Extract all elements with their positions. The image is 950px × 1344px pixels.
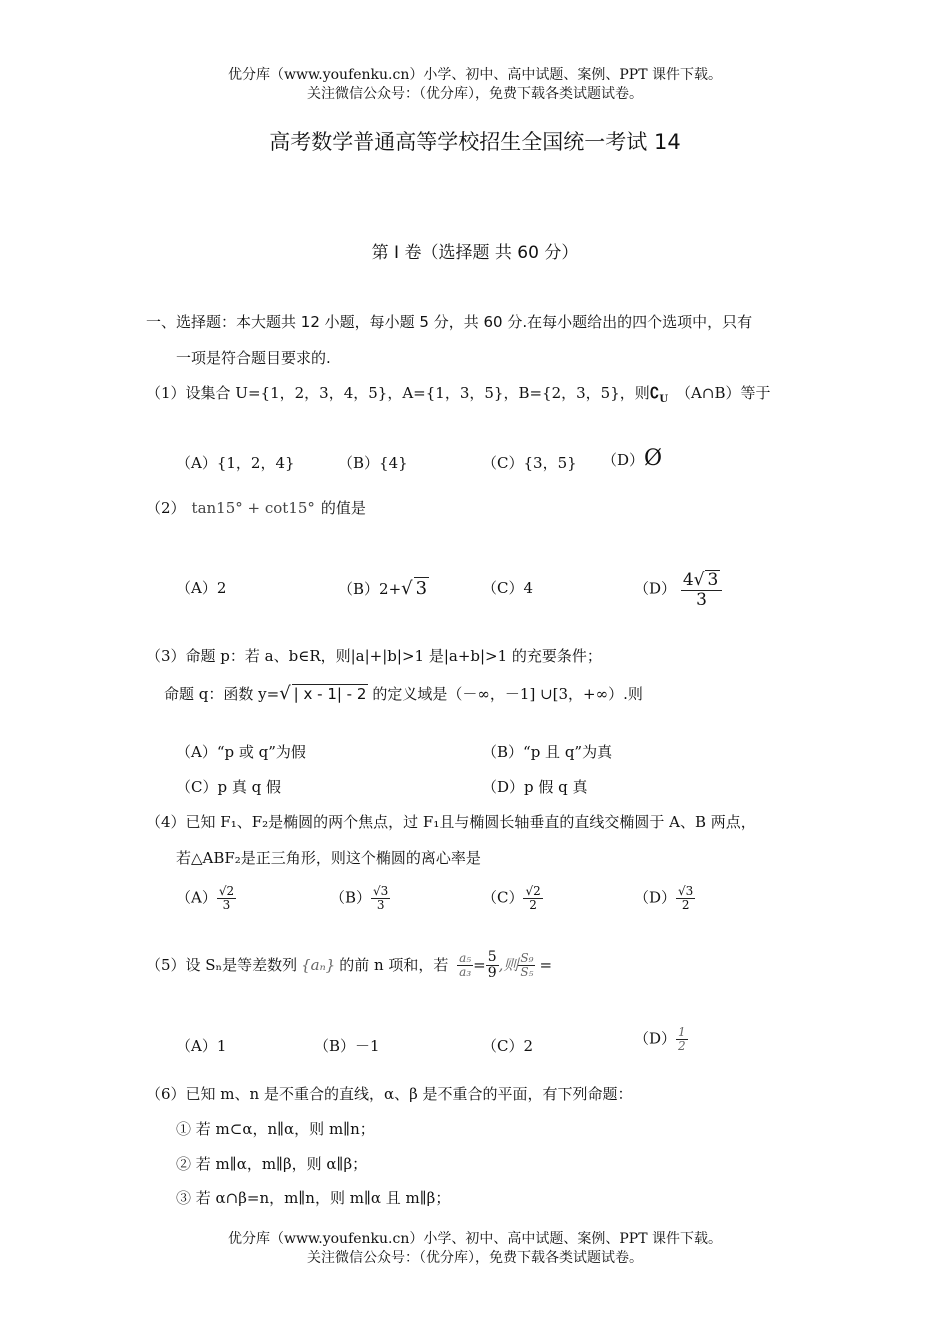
- part-title: 第 Ⅰ 卷（选择题 共 60 分）: [371, 243, 579, 263]
- q2-option-b: （B）2+√ 3: [338, 578, 428, 599]
- q4-option-a: （A） $\frac{√2}{3}$: [176, 884, 235, 913]
- document-title: 高考数学普通高等学校招生全国统一考试 14: [269, 130, 681, 154]
- q4-option-b: （B） $\frac{√3}{3}$: [330, 884, 389, 913]
- trig-expression: tan15° + cot15°: [191, 499, 315, 517]
- q1-option-c: （C）{3，5}: [482, 454, 577, 472]
- q2-option-a: （A）2: [176, 579, 227, 597]
- question-4-line-1: （4）已知 F₁、F₂是椭圆的两个焦点，过 F₁且与椭圆长轴垂直的直线交椭圆于 A、B 两点，: [146, 813, 756, 831]
- q5-option-b: （B）－1: [314, 1037, 380, 1055]
- empty-set-symbol: Ø: [644, 446, 663, 471]
- fraction: $\frac{4√ 3}{3}$: [681, 570, 723, 609]
- footer-line-1: 优分库（www.youfenku.cn）小学、初中、高中试题、案例、PPT 课件下载。: [227, 1231, 722, 1247]
- question-1-stem: （1）设集合 U={1，2，3，4，5}，A={1，3，5}，B={2，3，5}，则$∁_U$ （A∩B）等于: [146, 384, 771, 405]
- q5-option-a: （A）1: [176, 1037, 227, 1055]
- q3-option-a: （A）“p 或 q”为假: [176, 743, 306, 761]
- footer-line-2: 关注微信公众号：（优分库），免费下载各类试题试卷。: [307, 1250, 643, 1266]
- q3-option-c: （C）p 真 q 假: [176, 778, 281, 796]
- q6-proposition-1: ① 若 m⊂α，n∥α，则 m∥n；: [176, 1120, 375, 1138]
- section-intro-line-2: 一项是符合题目要求的.: [176, 349, 331, 367]
- q2-option-d: （D） $\frac{4√ 3}{3}$: [634, 570, 722, 609]
- complement-symbol: $∁_U$: [649, 384, 669, 405]
- q6-proposition-3: ③ 若 α∩β=n，m∥n，则 m∥α 且 m∥β；: [176, 1189, 451, 1207]
- q1-option-b: （B）{4}: [338, 454, 408, 472]
- question-4-line-2: 若△ABF₂是正三角形，则这个椭圆的离心率是: [176, 849, 481, 867]
- header-line-2: 关注微信公众号：（优分库），免费下载各类试题试卷。: [307, 86, 643, 102]
- q6-proposition-2: ② 若 m∥α，m∥β，则 α∥β；: [176, 1155, 368, 1173]
- header-line-1: 优分库（www.youfenku.cn）小学、初中、高中试题、案例、PPT 课件下载。: [227, 67, 722, 83]
- section-intro-line-1: 一、选择题：本大题共 12 小题，每小题 5 分，共 60 分.在每小题给出的四个选项中，只有: [146, 313, 753, 331]
- question-2-stem: （2） tan15° + cot15° 的值是: [146, 499, 366, 517]
- question-3-line-1: （3）命题 p：若 a、b∈R，则|a|+|b|>1 是|a+b|>1 的充要条件；: [146, 647, 602, 665]
- question-6-stem: （6）已知 m、n 是不重合的直线，α、β 是不重合的平面，有下列命题：: [146, 1085, 633, 1103]
- q4-option-d: （D） $\frac{√3}{2}$: [634, 884, 694, 913]
- question-3-line-2: 命题 q：函数 y=√ | x - 1| - 2 的定义域是（－∞，－1] ∪[3，+∞）.则: [164, 683, 643, 704]
- q5-option-d: （D） $\frac{1}{2}$: [634, 1025, 686, 1054]
- question-5-stem: （5）设 Sₙ是等差数列 {aₙ} 的前 n 项和，若 $\frac{\text{a₅}}{\text{a₃}}$ = $\frac{5}{9}$ ,则 $\frac{\text{S₉}}{\text{S₅}}$ =: [146, 949, 553, 982]
- q3-option-d: （D）p 假 q 真: [482, 778, 588, 796]
- q2-option-c: （C）4: [482, 579, 534, 597]
- q1-option-a: （A）{1，2，4}: [176, 454, 295, 472]
- q3-option-b: （B）“p 且 q”为真: [482, 743, 613, 761]
- sequence-notation: {aₙ}: [301, 955, 336, 974]
- q4-option-c: （C） $\frac{√2}{2}$: [482, 884, 541, 913]
- q5-option-c: （C）2: [482, 1037, 534, 1055]
- q1-option-d: （D）Ø: [602, 446, 663, 471]
